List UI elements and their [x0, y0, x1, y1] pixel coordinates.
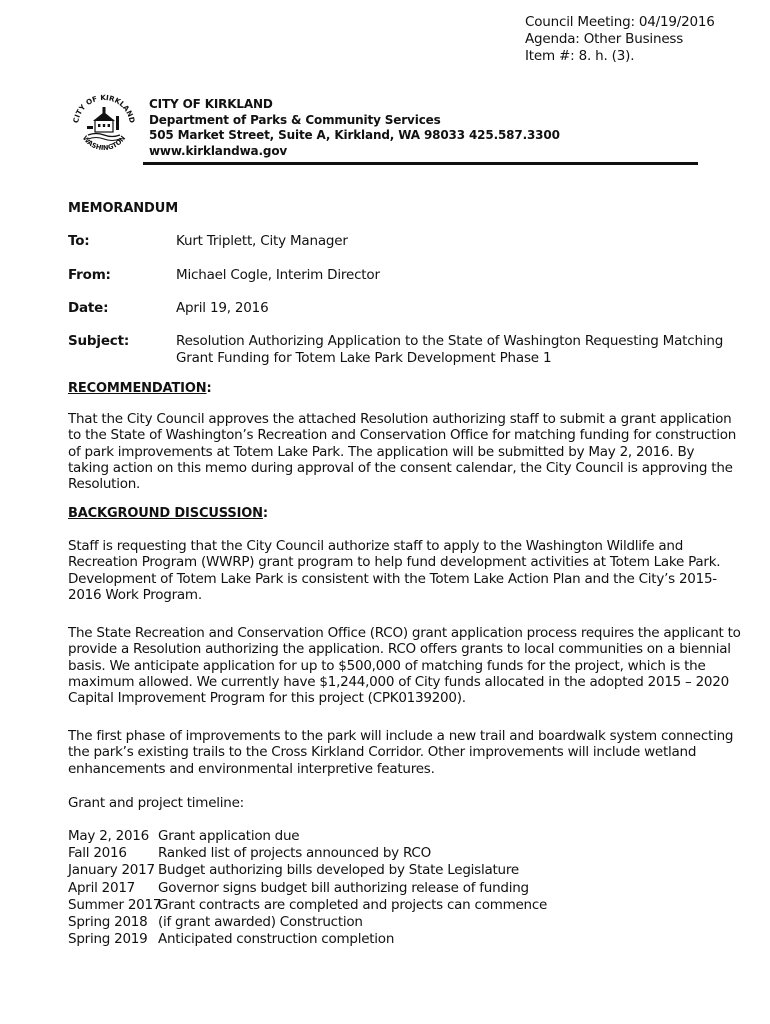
background-heading — [68, 506, 268, 521]
paragraph-line: provide a Resolution authorizing the application. RCO offers grants to local communities on a biennial — [68, 641, 731, 658]
recommendation-heading — [68, 381, 212, 396]
background-paragraph-2 — [68, 625, 741, 707]
timeline-description: Governor signs budget bill authorizing release of funding — [158, 879, 529, 896]
from-value: Michael Cogle, Interim Director — [176, 267, 380, 283]
subject-line: Grant Funding for Totem Lake Park Development Phase 1 — [176, 350, 552, 366]
background-paragraph-1 — [68, 538, 721, 603]
paragraph-line: to the State of Washington’s Recreation and Conservation Office for matching funding for construction — [68, 427, 737, 444]
timeline-intro — [68, 795, 708, 811]
meeting-info — [525, 14, 715, 65]
paragraph-line: That the City Council approves the attached Resolution authorizing staff to submit a grant application — [68, 411, 732, 427]
paragraph-line: Development of Totem Lake Park is consistent with the Totem Lake Action Plan and the City’s 2015- — [68, 570, 717, 587]
item-number-line: Item #: 8. h. (3). — [525, 48, 635, 64]
memo-title: MEMORANDUM — [68, 201, 179, 216]
city-seal-icon — [68, 90, 140, 162]
timeline-date: Summer 2017 — [68, 896, 162, 913]
to-value: Kurt Triplett, City Manager — [176, 233, 348, 249]
timeline-description: Anticipated construction completion — [158, 931, 395, 948]
timeline-description: Budget authorizing bills developed by State Legislature — [158, 862, 519, 879]
timeline-description: (if grant awarded) Construction — [158, 913, 363, 930]
timeline-date: May 2, 2016 — [68, 828, 149, 844]
recommendation-heading-text: RECOMMENDATION — [68, 381, 207, 396]
timeline-date: Spring 2018 — [68, 913, 148, 930]
heading-colon: : — [206, 381, 212, 396]
date-label: Date: — [68, 300, 109, 316]
paragraph-line: 2016 Work Program. — [68, 586, 202, 603]
paragraph-line: the park’s existing trails to the Cross Kirkland Corridor. Other improvements will include wetland — [68, 744, 697, 761]
timeline-description: Grant application due — [158, 828, 300, 844]
paragraph-line: The first phase of improvements to the park will include a new trail and boardwalk system connecting — [68, 728, 734, 744]
paragraph-line: Recreation Program (WWRP) grant program to help fund development activities at Totem Lake Park. — [68, 554, 721, 571]
agenda-line: Agenda: Other Business — [525, 31, 684, 47]
timeline-date: Fall 2016 — [68, 845, 127, 862]
recommendation-paragraph — [68, 411, 737, 493]
timeline-description: Grant contracts are completed and projects can commence — [158, 896, 548, 913]
to-label: To: — [68, 233, 90, 249]
seal-text-bottom: WASHINGTON — [80, 134, 128, 153]
paragraph-line: of park improvements at Totem Lake Park. The application will be submitted by May 2, 2016. By — [68, 443, 695, 460]
city-name: CITY OF KIRKLAND — [149, 97, 273, 111]
timeline-date: Spring 2019 — [68, 931, 148, 948]
paragraph-line: Staff is requesting that the City Council authorize staff to apply to the Washington Wildlife and — [68, 538, 684, 554]
paragraph-line: taking action on this memo during approval of the consent calendar, the City Council is approving the — [68, 459, 733, 476]
paragraph-line: Capital Improvement Program for this project (CPK0139200). — [68, 690, 466, 707]
timeline-date: April 2017 — [68, 879, 136, 896]
timeline-date: January 2017 — [68, 862, 155, 879]
paragraph-line: Resolution. — [68, 476, 141, 493]
timeline-description: Ranked list of projects announced by RCO — [158, 845, 431, 862]
paragraph-line: enhancements and environmental interpretive features. — [68, 760, 435, 777]
department-address: 505 Market Street, Suite A, Kirkland, WA 98033 425.587.3300 — [149, 128, 560, 142]
seal-text-top: CITY OF KIRKLAND — [71, 92, 137, 124]
letterhead — [149, 97, 560, 159]
subject-line: Resolution Authorizing Application to the State of Washington Requesting Matching — [176, 333, 724, 349]
heading-colon: : — [262, 506, 268, 521]
paragraph-line: basis. We anticipate application for up to $500,000 of matching funds for the project, which is the — [68, 657, 706, 674]
timeline-intro-text: Grant and project timeline: — [68, 795, 244, 811]
date-value: April 19, 2016 — [176, 300, 269, 316]
background-paragraph-3 — [68, 728, 734, 777]
from-label: From: — [68, 267, 111, 283]
paragraph-line: The State Recreation and Conservation Office (RCO) grant application process requires the applicant to — [68, 625, 741, 641]
subject-label: Subject: — [68, 333, 130, 349]
meeting-date-line: Council Meeting: 04/19/2016 — [525, 14, 715, 30]
svg-text:WASHINGTON — [81, 134, 127, 152]
paragraph-line: maximum allowed. We currently have $1,244,000 of City funds allocated in the adopted 2015 – 2020 — [68, 673, 729, 690]
letterhead-divider — [143, 162, 698, 165]
website-link[interactable]: www.kirklandwa.gov — [149, 143, 288, 158]
background-heading-text: BACKGROUND DISCUSSION — [68, 506, 263, 521]
department-name: Department of Parks & Community Services — [149, 112, 441, 127]
